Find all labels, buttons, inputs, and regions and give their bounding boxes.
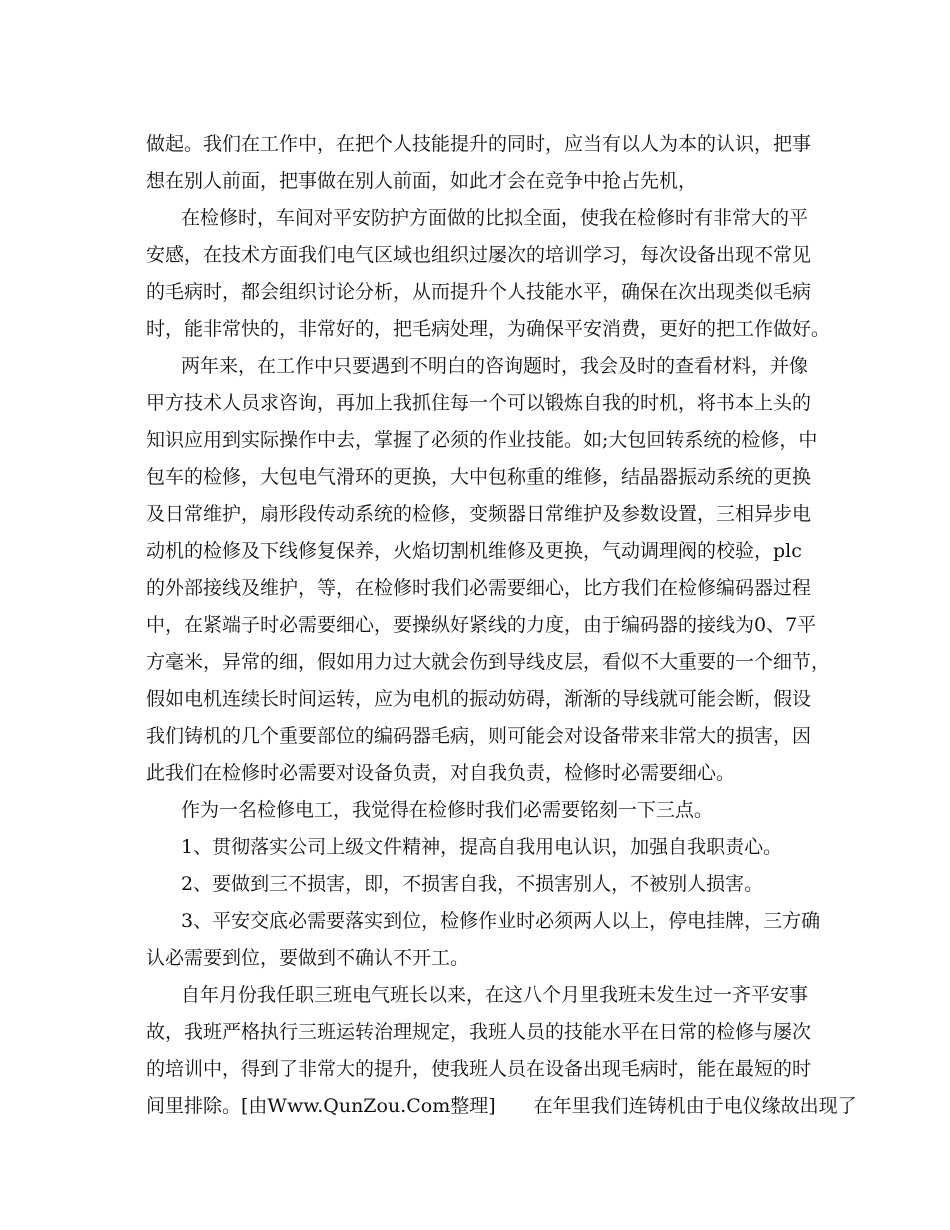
text-line: 甲方技术人员求咨询，再加上我抓住每一个可以锻炼自我的时机，将书本上头的: [146, 392, 812, 414]
text-line: 间里排除。[由Www.QunZou.Com整理] 在年里我们连铸机由于电仪缘故出现了: [146, 1095, 857, 1117]
text-line: 作为一名检修电工，我觉得在检修时我们必需要铭刻一下三点。: [181, 799, 714, 821]
text-line: 动机的检修及下线修复保养，火焰切割机维修及更换，气动调理阀的校验，plc: [146, 540, 802, 562]
text-line: 假如电机连续长时间运转，应为电机的振动妨碍，渐渐的导线就可能会断，假设: [146, 688, 812, 710]
text-line: 的培训中，得到了非常大的提升，使我班人员在设备出现毛病时，能在最短的时: [146, 1058, 812, 1080]
text-line: 及日常维护，扇形段传动系统的检修，变频器日常维护及参数设置，三相异步电: [146, 503, 812, 525]
text-line: 想在别人前面，把事做在别人前面，如此才会在竞争中抢占先机，: [146, 170, 698, 192]
text-line: 自年月份我任职三班电气班长以来，在这八个月里我班未发生过一齐平安事: [181, 984, 809, 1006]
text-line: 做起。我们在工作中，在把个人技能提升的同时，应当有以人为本的认识，把事: [146, 133, 812, 155]
text-line: 安感，在技术方面我们电气区域也组织过屡次的培训学习，每次设备出现不常见: [146, 244, 812, 266]
text-line: 的毛病时，都会组织讨论分析，从而提升个人技能水平，确保在次出现类似毛病: [146, 281, 812, 303]
text-line: 中，在紧端子时必需要细心，要操纵好紧线的力度，由于编码器的接线为0、7平: [146, 614, 817, 636]
text-line: 认必需要到位，要做到不确认不开工。: [146, 947, 470, 969]
text-line: 我们铸机的几个重要部位的编码器毛病，则可能会对设备带来非常大的损害，因: [146, 725, 812, 747]
text-line: 故，我班严格执行三班运转治理规定，我班人员的技能水平在日常的检修与屡次: [146, 1021, 812, 1043]
text-line: 此我们在检修时必需要对设备负责，对自我负责，检修时必需要细心。: [146, 762, 736, 784]
text-line: 包车的检修，大包电气滑环的更换，大中包称重的维修，结晶器振动系统的更换: [146, 466, 812, 488]
text-line: 1、贯彻落实公司上级文件精神，提高自我用电认识，加强自我职责心。: [181, 836, 783, 858]
text-line: 3、平安交底必需要落实到位，检修作业时必须两人以上，停电挂牌，三方确: [181, 910, 821, 932]
text-line: 两年来，在工作中只要遇到不明白的咨询题时，我会及时的查看材料，并像: [181, 355, 809, 377]
text-line: 2、要做到三不损害，即，不损害自我，不损害别人，不被别人损害。: [181, 873, 764, 895]
text-line: 的外部接线及维护，等，在检修时我们必需要细心，比方我们在检修编码器过程: [146, 577, 812, 599]
text-line: 方毫米，异常的细，假如用力过大就会伤到导线皮层，看似不大重要的一个细节，: [146, 651, 831, 673]
text-line: 时，能非常快的，非常好的，把毛病处理，为确保平安消费，更好的把工作做好。: [146, 318, 831, 340]
text-line: 在检修时，车间对平安防护方面做的比拟全面，使我在检修时有非常大的平: [181, 207, 809, 229]
text-line: 知识应用到实际操作中去，掌握了必须的作业技能。如;大包回转系统的检修，中: [146, 429, 818, 451]
